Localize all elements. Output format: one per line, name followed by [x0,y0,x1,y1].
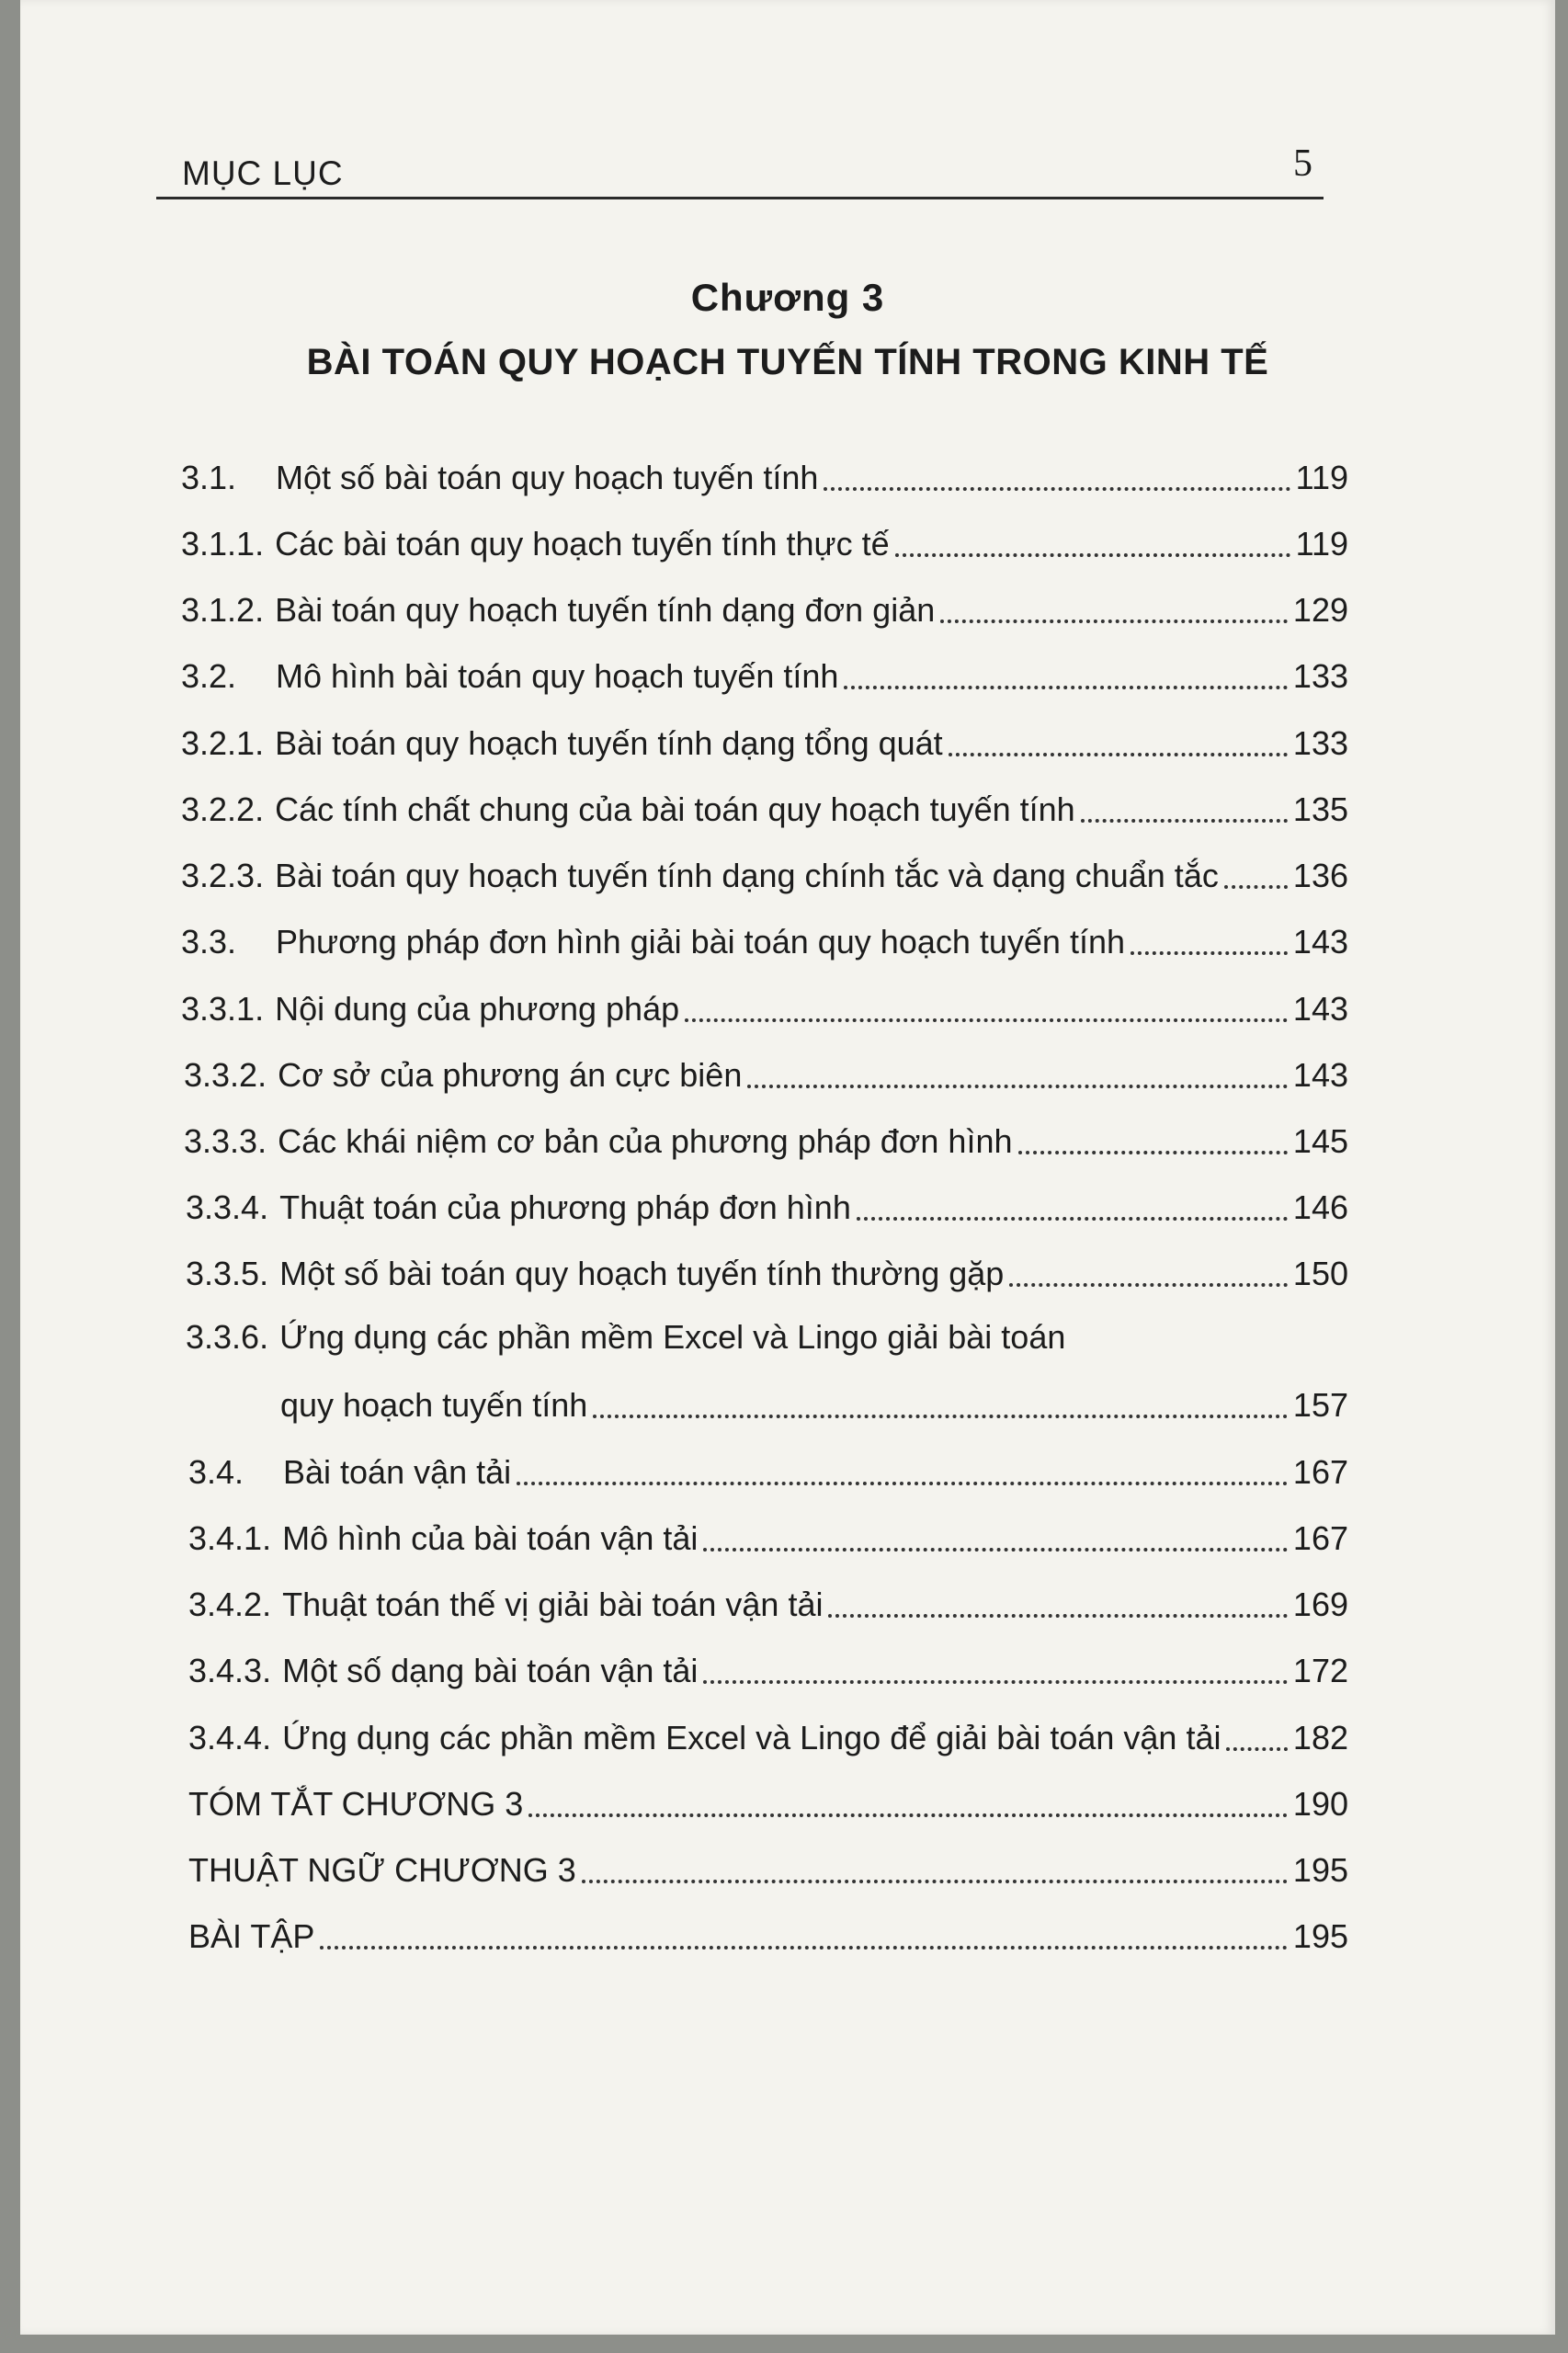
dot-leader [685,1017,1288,1022]
toc-entry-number: 3.4.1. [188,1519,272,1557]
toc-entry-title: Bài toán quy hoạch tuyến tính dạng đơn giản [275,591,936,629]
toc-entry-number: 3.3. [181,923,237,961]
toc-entry-number: 3.1. [181,459,237,496]
toc-entry [181,506,1348,561]
toc-entry-page: 150 [1292,1255,1348,1292]
toc-entry-page: 136 [1292,857,1348,894]
toc-entry-number: 3.2.2. [181,790,265,828]
toc-entry-title: Các khái niệm cơ bản của phương pháp đơn hình [278,1122,1013,1160]
dot-leader [1018,1150,1288,1154]
toc-entry [181,572,1348,627]
toc-entry-page: 146 [1292,1188,1348,1226]
toc-entry-number: 3.4.2. [188,1586,272,1623]
toc-entry-title: Các tính chất chung của bài toán quy hoạch tuyến tính [275,790,1075,828]
toc-entry-number: 3.3.5. [186,1255,269,1292]
dot-leader [517,1481,1288,1485]
toc-entry [181,904,1348,959]
toc-entry [184,1103,1348,1158]
toc-entry-page: 135 [1292,790,1348,828]
toc-entry-number: 3.4.4. [188,1719,272,1756]
toc-entry-page: 145 [1292,1122,1348,1160]
toc-entry-title: Các bài toán quy hoạch tuyến tính thực tế [275,525,890,563]
toc-entry-title: Ứng dụng các phần mềm Excel và Lingo để giải bài toán vận tải [282,1719,1221,1756]
toc-entry-title: Bài toán quy hoạch tuyến tính dạng tổng quát [275,724,943,762]
dot-leader [1009,1282,1288,1287]
toc-entry [186,1299,1348,1354]
toc-entry-title: Bài toán vận tải [283,1453,512,1491]
toc-entry [181,971,1348,1026]
dot-leader [895,552,1290,557]
toc-entry-page: 133 [1292,657,1348,695]
dot-leader [582,1879,1288,1883]
toc-entry-page: 143 [1292,990,1348,1028]
toc-entry-number: 3.4. [188,1453,244,1491]
toc-entry-title: Nội dung của phương pháp [275,990,680,1028]
dot-leader [1081,818,1288,823]
toc-entry-title: BÀI TẬP [188,1917,315,1955]
toc-entry-number: 3.2.1. [181,724,265,762]
toc-entry-title: Phương pháp đơn hình giải bài toán quy hoạch tuyến tính [276,923,1125,961]
table-of-contents [20,0,1555,2335]
toc-entry [181,837,1348,892]
toc-entry-page: 143 [1292,923,1348,961]
toc-entry [181,439,1348,494]
dot-leader [1226,1746,1287,1751]
toc-entry-page: 167 [1292,1453,1348,1491]
toc-entry [184,1037,1348,1092]
toc-entry-title: TÓM TẮT CHƯƠNG 3 [188,1785,524,1823]
toc-entry-page: 119 [1295,525,1348,563]
dot-leader [703,1547,1288,1552]
chapter-title: BÀI TOÁN QUY HOẠCH TUYẾN TÍNH TRONG KINH TẾ [306,342,1269,382]
toc-entry-number: 3.3.2. [184,1056,267,1094]
dot-leader [1224,884,1288,889]
toc-entry-number: 3.2. [181,657,237,695]
toc-entry-title: Bài toán quy hoạch tuyến tính dạng chính tắc và dạng chuẩn tắc [275,857,1219,894]
toc-entry-title: Thuật toán thế vị giải bài toán vận tải [282,1586,824,1623]
toc-entry-title: quy hoạch tuyến tính [280,1386,588,1424]
dot-leader [528,1813,1288,1817]
dot-leader [320,1945,1288,1949]
toc-entry-number: 3.3.1. [181,990,265,1028]
toc-entry-title: THUẬT NGỮ CHƯƠNG 3 [188,1851,576,1889]
toc-entry-page: 129 [1292,591,1348,629]
dot-leader [1131,950,1288,955]
toc-entry-page: 172 [1292,1652,1348,1689]
dot-leader [824,486,1290,491]
toc-entry-title: Thuật toán của phương pháp đơn hình [279,1188,851,1226]
toc-entry-page: 169 [1292,1586,1348,1623]
page-number: 5 [1293,142,1312,185]
toc-entry [186,1235,1348,1290]
dot-leader [844,685,1287,689]
toc-entry-page: 195 [1292,1851,1348,1889]
toc-entry-page: 133 [1292,724,1348,762]
toc-entry [188,1566,1348,1621]
toc-entry [188,1500,1348,1555]
dot-leader [703,1679,1288,1684]
toc-entry-page: 167 [1292,1519,1348,1557]
dot-leader [593,1414,1288,1418]
header-title: MỤC LỤC [182,154,344,192]
toc-entry-number: 3.2.3. [181,857,265,894]
toc-entry-number: 3.3.4. [186,1188,269,1226]
toc-entry-page: 157 [1292,1386,1348,1424]
toc-entry-title: Một số dạng bài toán vận tải [282,1652,699,1689]
toc-entry-number: 3.3.3. [184,1122,267,1160]
chapter-label: Chương 3 [690,276,885,319]
toc-entry-page: 119 [1295,459,1348,496]
toc-entry [181,771,1348,826]
toc-entry-page: 182 [1292,1719,1348,1756]
toc-entry-number: 3.3.6. [186,1318,269,1356]
dot-leader [949,752,1288,756]
toc-entry-page: 143 [1292,1056,1348,1094]
toc-entry [186,1169,1348,1224]
toc-entry [188,1632,1348,1688]
toc-entry [181,638,1348,693]
toc-entry-page: 190 [1292,1785,1348,1823]
toc-entry-number: 3.1.2. [181,591,265,629]
toc-entry [186,1367,1348,1422]
toc-entry [188,1434,1348,1489]
toc-entry-title: Một số bài toán quy hoạch tuyến tính [276,459,819,496]
toc-entry [188,1898,1348,1953]
dot-leader [828,1613,1287,1618]
toc-entry-number: 3.4.3. [188,1652,272,1689]
toc-entry-page: 195 [1292,1917,1348,1955]
dot-leader [747,1084,1288,1088]
toc-entry-title: Cơ sở của phương án cực biên [278,1056,743,1094]
dot-leader [1071,1349,1343,1350]
toc-entry-title: Một số bài toán quy hoạch tuyến tính thường gặp [279,1255,1005,1292]
toc-entry-title: Ứng dụng các phần mềm Excel và Lingo giải bài toán [279,1318,1066,1356]
toc-entry-title: Mô hình bài toán quy hoạch tuyến tính [276,657,839,695]
book-page [20,0,1555,2335]
toc-entry-number: 3.1.1. [181,525,265,563]
toc-entry [188,1699,1348,1755]
toc-entry [188,1832,1348,1887]
toc-entry [181,705,1348,760]
dot-leader [857,1216,1288,1221]
dot-leader [940,619,1288,623]
toc-entry-title: Mô hình của bài toán vận tải [282,1519,699,1557]
toc-entry [188,1766,1348,1821]
